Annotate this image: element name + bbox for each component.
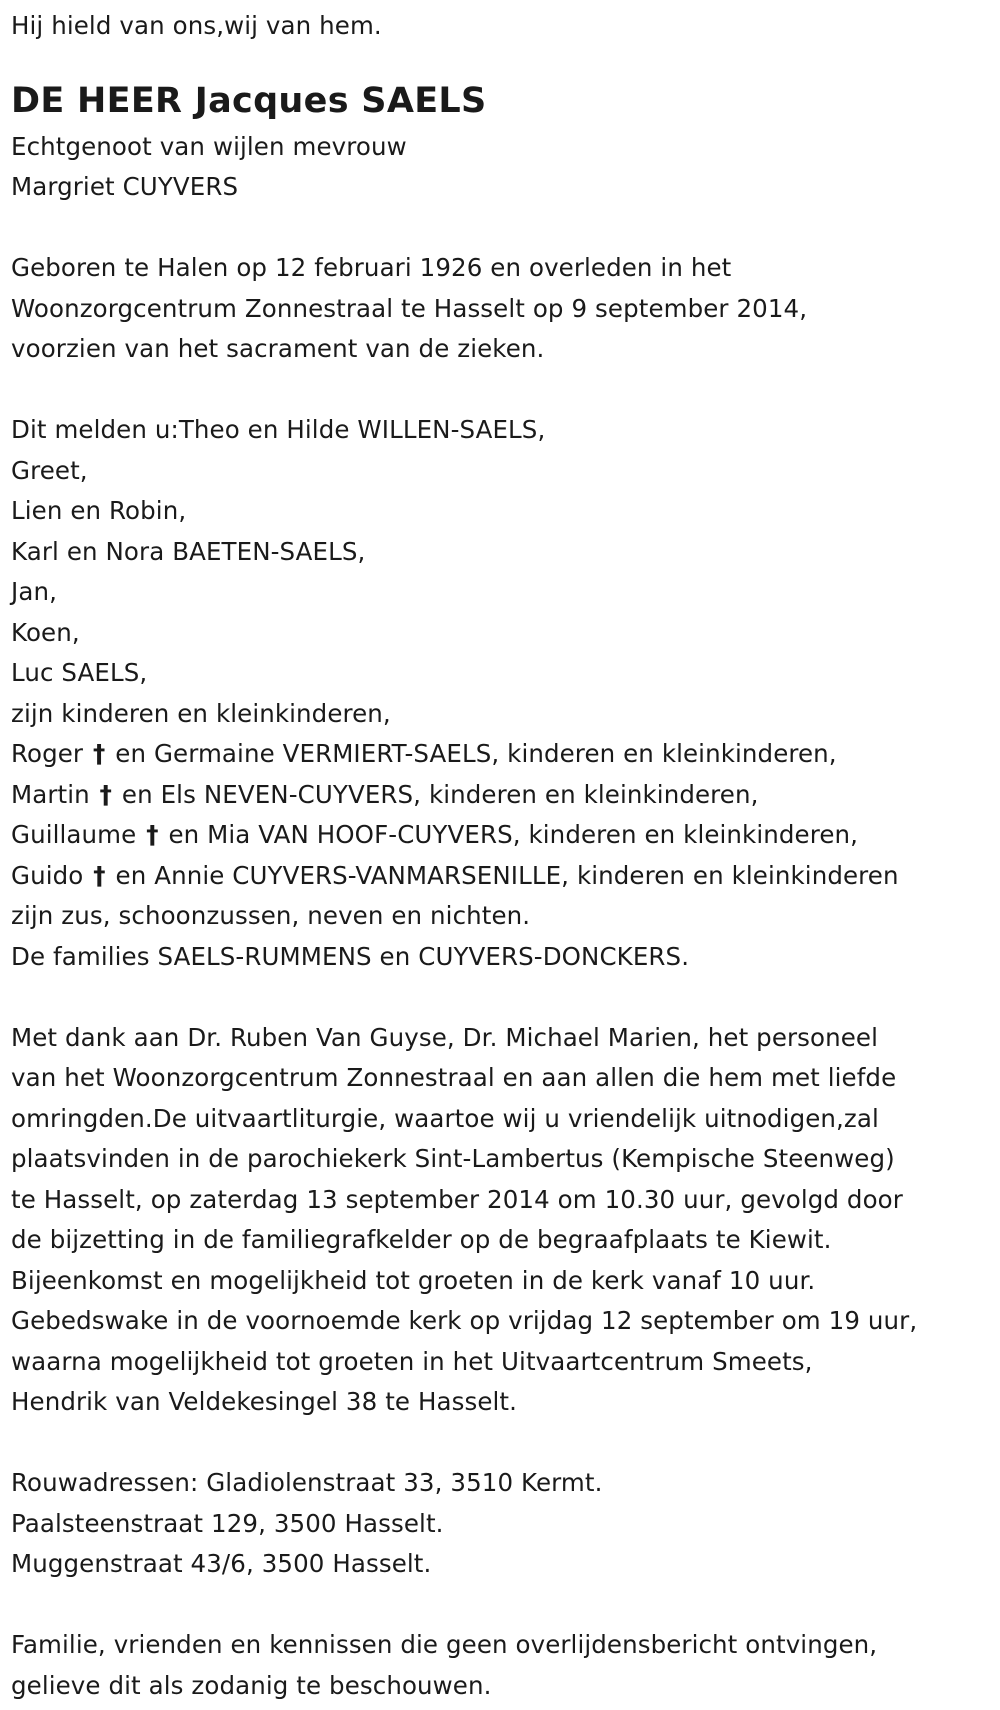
- birth-death-line: voorzien van het sacrament van de zieken.: [11, 334, 545, 363]
- deceased-relative-line: [11, 775, 991, 816]
- family-line: Karl en Nora BAETEN-SAELS,: [11, 536, 366, 566]
- address-line: Paalsteenstraat 129, 3500 Hasselt.: [11, 1508, 444, 1538]
- relative-rest: en Germaine VERMIERT-SAELS, kinderen en kleinkinderen,: [115, 739, 837, 768]
- birth-death-line: Woonzorgcentrum Zonnestraal te Hasselt op 9 september 2014,: [11, 293, 808, 323]
- cross-icon: †: [99, 779, 113, 809]
- notice-section: [11, 1625, 991, 1706]
- family-line: zijn kinderen en kleinkinderen,: [11, 698, 391, 728]
- address-line: Muggenstraat 43/6, 3500 Hasselt.: [11, 1549, 432, 1578]
- deceased-relative-line: [11, 734, 991, 775]
- relative-name: Guido: [11, 860, 84, 890]
- thanks-line: waarna mogelijkheid tot groeten in het Uitvaartcentrum Smeets,: [11, 1346, 813, 1376]
- relative-name: Martin: [11, 779, 90, 809]
- thanks-line: van het Woonzorgcentrum Zonnestraal en aan allen die hem met liefde: [11, 1063, 897, 1092]
- notice-line: Familie, vrienden en kennissen die geen overlijdensbericht ontvingen,: [11, 1630, 878, 1659]
- thanks-line: Met dank aan Dr. Ruben Van Guyse, Dr. Michael Marien, het personeel: [11, 1022, 879, 1052]
- deceased-relative-line: [11, 856, 991, 897]
- relative-rest: en Annie CUYVERS-VANMARSENILLE, kinderen en kleinkinderen: [115, 860, 899, 890]
- spacer: [11, 1585, 991, 1626]
- relative-rest: en Els NEVEN-CUYVERS, kinderen en kleinkinderen,: [121, 779, 759, 809]
- spacer: [11, 1423, 991, 1464]
- thanks-line: te Hasselt, op zaterdag 13 september 2014 om 10.30 uur, gevolgd door: [11, 1184, 903, 1214]
- family-closing-line: zijn zus, schoonzussen, neven en nichten.: [11, 901, 531, 930]
- deceased-relative-line: [11, 815, 991, 856]
- relative-rest: en Mia VAN HOOF-CUYVERS, kinderen en kleinkinderen,: [168, 820, 859, 849]
- family-line: Jan,: [11, 577, 57, 606]
- address-line: Rouwadressen: Gladiolenstraat 33, 3510 Kermt.: [11, 1468, 603, 1497]
- birth-death-line: Geboren te Halen op 12 februari 1926 en overleden in het: [11, 253, 732, 282]
- relative-name: Guillaume: [11, 820, 137, 849]
- thanks-line: Bijeenkomst en mogelijkheid tot groeten in de kerk vanaf 10 uur.: [11, 1265, 816, 1295]
- thanks-section: [11, 1018, 991, 1423]
- spacer: [11, 370, 991, 411]
- spouse-line: Echtgenoot van wijlen mevrouw: [11, 131, 407, 161]
- family-line: Dit melden u:Theo en Hilde WILLEN-SAELS,: [11, 415, 546, 444]
- deceased-name: DE HEER Jacques SAELS: [11, 80, 487, 121]
- spacer: [11, 208, 991, 249]
- family-line: Luc SAELS,: [11, 658, 148, 687]
- thanks-line: omringden.De uitvaartliturgie, waartoe wij u vriendelijk uitnodigen,zal: [11, 1103, 879, 1133]
- thanks-line: plaatsvinden in de parochiekerk Sint-Lambertus (Kempische Steenweg): [11, 1144, 895, 1173]
- family-closing-line: De families SAELS-RUMMENS en CUYVERS-DONCKERS.: [11, 941, 690, 971]
- cross-icon: †: [146, 820, 159, 849]
- intro-quote: Hij hield van ons,wij van hem.: [11, 11, 382, 40]
- notice-line: gelieve dit als zodanig te beschouwen.: [11, 1670, 492, 1700]
- cross-icon: †: [93, 860, 106, 890]
- spouse-section: [11, 127, 991, 208]
- family-section: [11, 410, 991, 977]
- addresses-section: [11, 1463, 991, 1585]
- obituary-notice: [11, 6, 991, 1706]
- family-line: Greet,: [11, 455, 88, 485]
- relative-name: Roger: [11, 739, 84, 768]
- thanks-line: Hendrik van Veldekesingel 38 te Hasselt.: [11, 1387, 517, 1416]
- thanks-line: Gebedswake in de voornoemde kerk op vrijdag 12 september om 19 uur,: [11, 1306, 918, 1335]
- spacer: [11, 977, 991, 1018]
- family-line: Koen,: [11, 617, 80, 647]
- spouse-line: Margriet CUYVERS: [11, 172, 239, 201]
- family-line: Lien en Robin,: [11, 496, 187, 525]
- thanks-line: de bijzetting in de familiegrafkelder op de begraafplaats te Kiewit.: [11, 1225, 832, 1254]
- cross-icon: †: [93, 739, 106, 768]
- birth-death-section: [11, 248, 991, 370]
